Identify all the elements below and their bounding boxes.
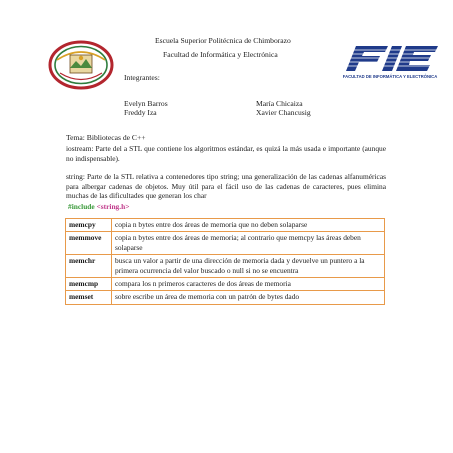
table-row: [66, 278, 385, 291]
include-keyword: #include: [68, 202, 95, 211]
include-header: <string.h>: [96, 202, 130, 211]
function-name: memchr: [66, 255, 112, 278]
member-right-2: Xavier Chancusig: [256, 108, 311, 117]
function-name: memmove: [66, 232, 112, 255]
iostream-paragraph: iostream: Parte del a STL que contiene los algoritmos estándar, es quizá la más usada e importante (aunque no indispensable).: [66, 144, 386, 163]
school-name: Escuela Superior Politécnica de Chimborazo: [155, 36, 291, 45]
function-description: copia n bytes entre dos áreas de memoria que no deben solaparse: [112, 219, 385, 232]
table-row: [66, 255, 385, 278]
function-description: sobre escribe un área de memoria con un patrón de bytes dado: [112, 291, 385, 304]
function-description: copia n bytes entre dos áreas de memoria; al contrario que memcpy las áreas deben solaparse: [112, 232, 385, 255]
faculty-name: Facultad de Informática y Electrónica: [163, 50, 278, 59]
function-name: memcmp: [66, 278, 112, 291]
function-name: memset: [66, 291, 112, 304]
table-row: [66, 232, 385, 255]
member-left-1: Evelyn Barros: [124, 99, 168, 108]
members-label: Integrantes:: [124, 73, 160, 82]
fie-logo-caption: FACULTAD DE INFORMÁTICA Y ELECTRÓNICA: [342, 74, 438, 79]
espoch-seal-logo: [48, 40, 114, 90]
function-name: memcpy: [66, 219, 112, 232]
include-directive: [68, 202, 129, 211]
string-paragraph: string: Parte de la STL relativa a contenedores tipo string; una generalización de las cadenas alfanuméricas para albergar cadenas de objetos. Muy útil para el fácil uso de las cadenas de caracteres, pues elimina muchas de las dificultades que generan los char: [66, 172, 386, 201]
topic-line: Tema: Bibliotecas de C++: [66, 133, 146, 142]
function-description: busca un valor a partir de una dirección de memoria dada y devuelve un puntero a la primera ocurrencia del valor buscado o null si no se encuentra: [112, 255, 385, 278]
member-right-1: María Chicaiza: [256, 99, 303, 108]
function-description: compara los n primeros caracteres de dos áreas de memoria: [112, 278, 385, 291]
string-functions-table: [65, 218, 385, 305]
table-row: [66, 291, 385, 304]
table-row: [66, 219, 385, 232]
member-left-2: Freddy Iza: [124, 108, 157, 117]
fie-logo: [334, 44, 446, 80]
